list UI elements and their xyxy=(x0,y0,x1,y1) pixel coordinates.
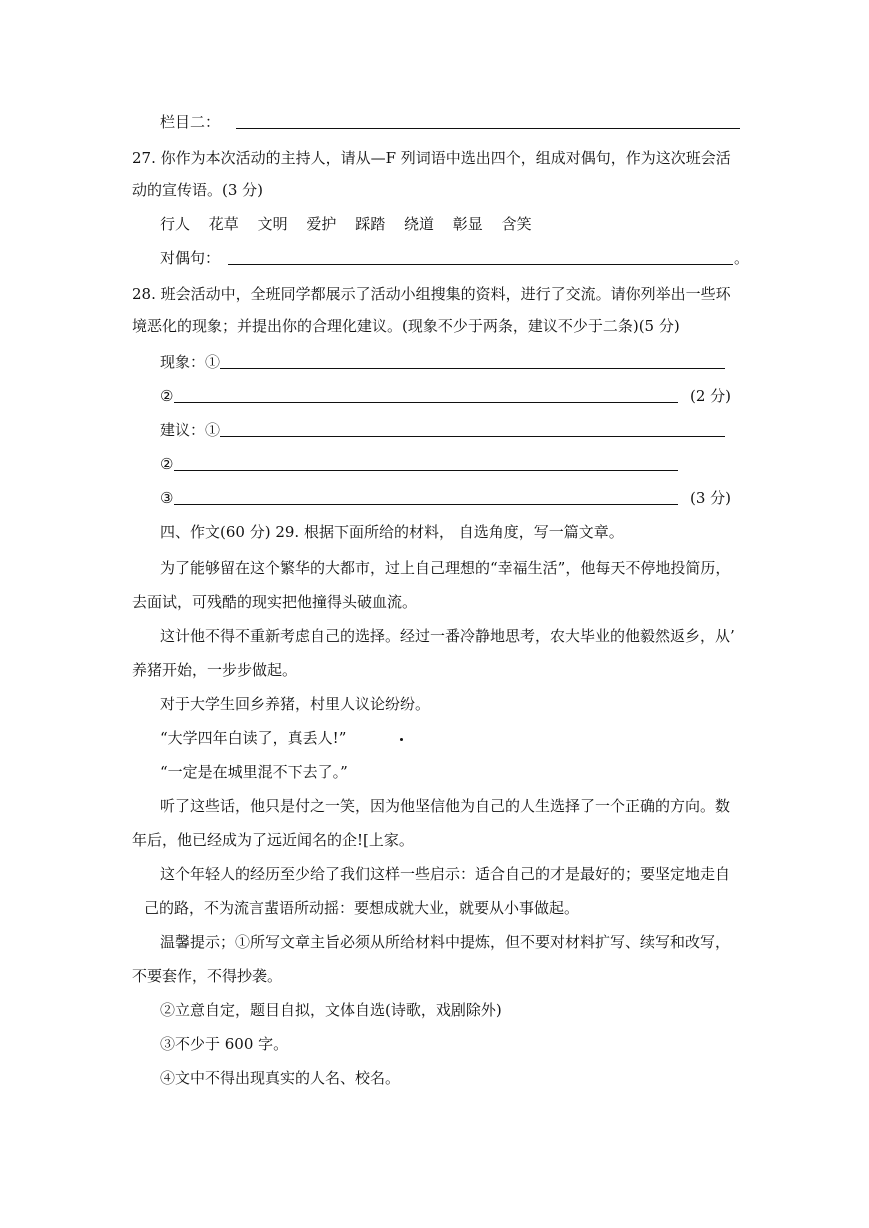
suggestion-label: 建议：① xyxy=(160,421,221,439)
tip-line2: 不要套作，不得抄袭。 xyxy=(132,967,283,985)
material-p5-line1: 这个年轻人的经历至少给了我们这样一些启示：适合自己的才是最好的；要坚定地走自 xyxy=(160,865,731,883)
q28-line1: 28. 班会活动中，全班同学都展示了活动小组搜集的资料，进行了交流。请你列举出一些环 xyxy=(132,285,731,303)
material-p4-line1: 听了这些话，他只是付之一笑，因为他坚信他为自己的人生选择了一个正确的方向。数 xyxy=(160,797,731,815)
couplet-end-mark: 。 xyxy=(734,249,750,267)
suggestion-1-line[interactable] xyxy=(220,436,725,437)
material-p5-line2: 己的路，不为流言蜚语所动摇：要想成就大业，就要从小事做起。 xyxy=(144,899,580,917)
phenomenon-label: 现象：① xyxy=(160,353,221,371)
material-p2-line1: 这计他不得不重新考虑自己的选择。经过一番冷静地思考，农大毕业的他毅然返乡，从’ xyxy=(160,627,735,645)
material-p3: 对于大学生回乡养猪，村里人议论纷纷。 xyxy=(160,695,431,713)
phenomenon-2-line[interactable] xyxy=(174,402,678,403)
material-quote2: “一定是在城里混不下去了。” xyxy=(160,763,348,781)
suggestion-score: (3 分) xyxy=(690,489,732,507)
word-item: 花草 xyxy=(208,215,239,233)
tip-line1: 温馨提示；①所写文章主旨必须从所给材料中提炼，但不要对材料扩写、续写和改写， xyxy=(160,933,731,951)
word-item: 绕道 xyxy=(403,215,434,233)
column2-label: 栏目二： xyxy=(160,113,221,131)
tip-3: ③不少于 600 字。 xyxy=(160,1035,289,1053)
tip-4: ④文中不得出现真实的人名、校名。 xyxy=(160,1069,401,1087)
word-item: 彰显 xyxy=(452,215,483,233)
composition-heading: 四、作文(60 分) 29. 根据下面所给的材料， 自选角度，写一篇文章。 xyxy=(160,523,624,541)
word-item: 爱护 xyxy=(306,215,337,233)
word-item: 文明 xyxy=(257,215,288,233)
material-quote1: “大学四年白读了，真丢人!” xyxy=(160,729,347,747)
material-p2-line2: 养猪开始，一步步做起。 xyxy=(132,661,298,679)
material-p1-line2: 去面试，可残酷的现实把他撞得头破血流。 xyxy=(132,593,418,611)
word-item: 踩踏 xyxy=(355,215,386,233)
material-p1-line1: 为了能够留在这个繁华的大都市，过上自己理想的“幸福生活”，他每天不停地投简历， xyxy=(160,559,731,577)
column2-answer-line[interactable] xyxy=(236,128,740,129)
suggestion-3-marker: ③ xyxy=(160,489,174,507)
word-item: 行人 xyxy=(160,215,191,233)
q27-line2: 动的宣传语。(3 分) xyxy=(132,181,264,199)
suggestion-2-line[interactable] xyxy=(174,470,678,471)
phenomenon-2-marker: ② xyxy=(160,387,174,405)
material-p4-line2: 年后，他已经成为了远近闻名的企![上家。 xyxy=(132,831,414,849)
phenomenon-1-line[interactable] xyxy=(220,368,725,369)
q28-line2: 境恶化的现象；并提出你的合理化建议。(现象不少于两条，建议不少于二条)(5 分) xyxy=(132,317,680,335)
phenomenon-score: (2 分) xyxy=(690,387,732,405)
couplet-answer-line[interactable] xyxy=(228,264,733,265)
couplet-label: 对偶句： xyxy=(160,249,221,267)
suggestion-2-marker: ② xyxy=(160,455,174,473)
q27-word-list xyxy=(160,214,546,234)
suggestion-3-line[interactable] xyxy=(174,504,678,505)
q27-line1: 27. 你作为本次活动的主持人，请从—F 列词语中选出四个，组成对偶句，作为这次班会活 xyxy=(132,149,731,167)
word-item: 含笑 xyxy=(501,215,532,233)
tip-2: ②立意自定，题目自拟，文体自选(诗歌，戏剧除外) xyxy=(160,1001,502,1019)
stray-dot xyxy=(400,738,403,741)
